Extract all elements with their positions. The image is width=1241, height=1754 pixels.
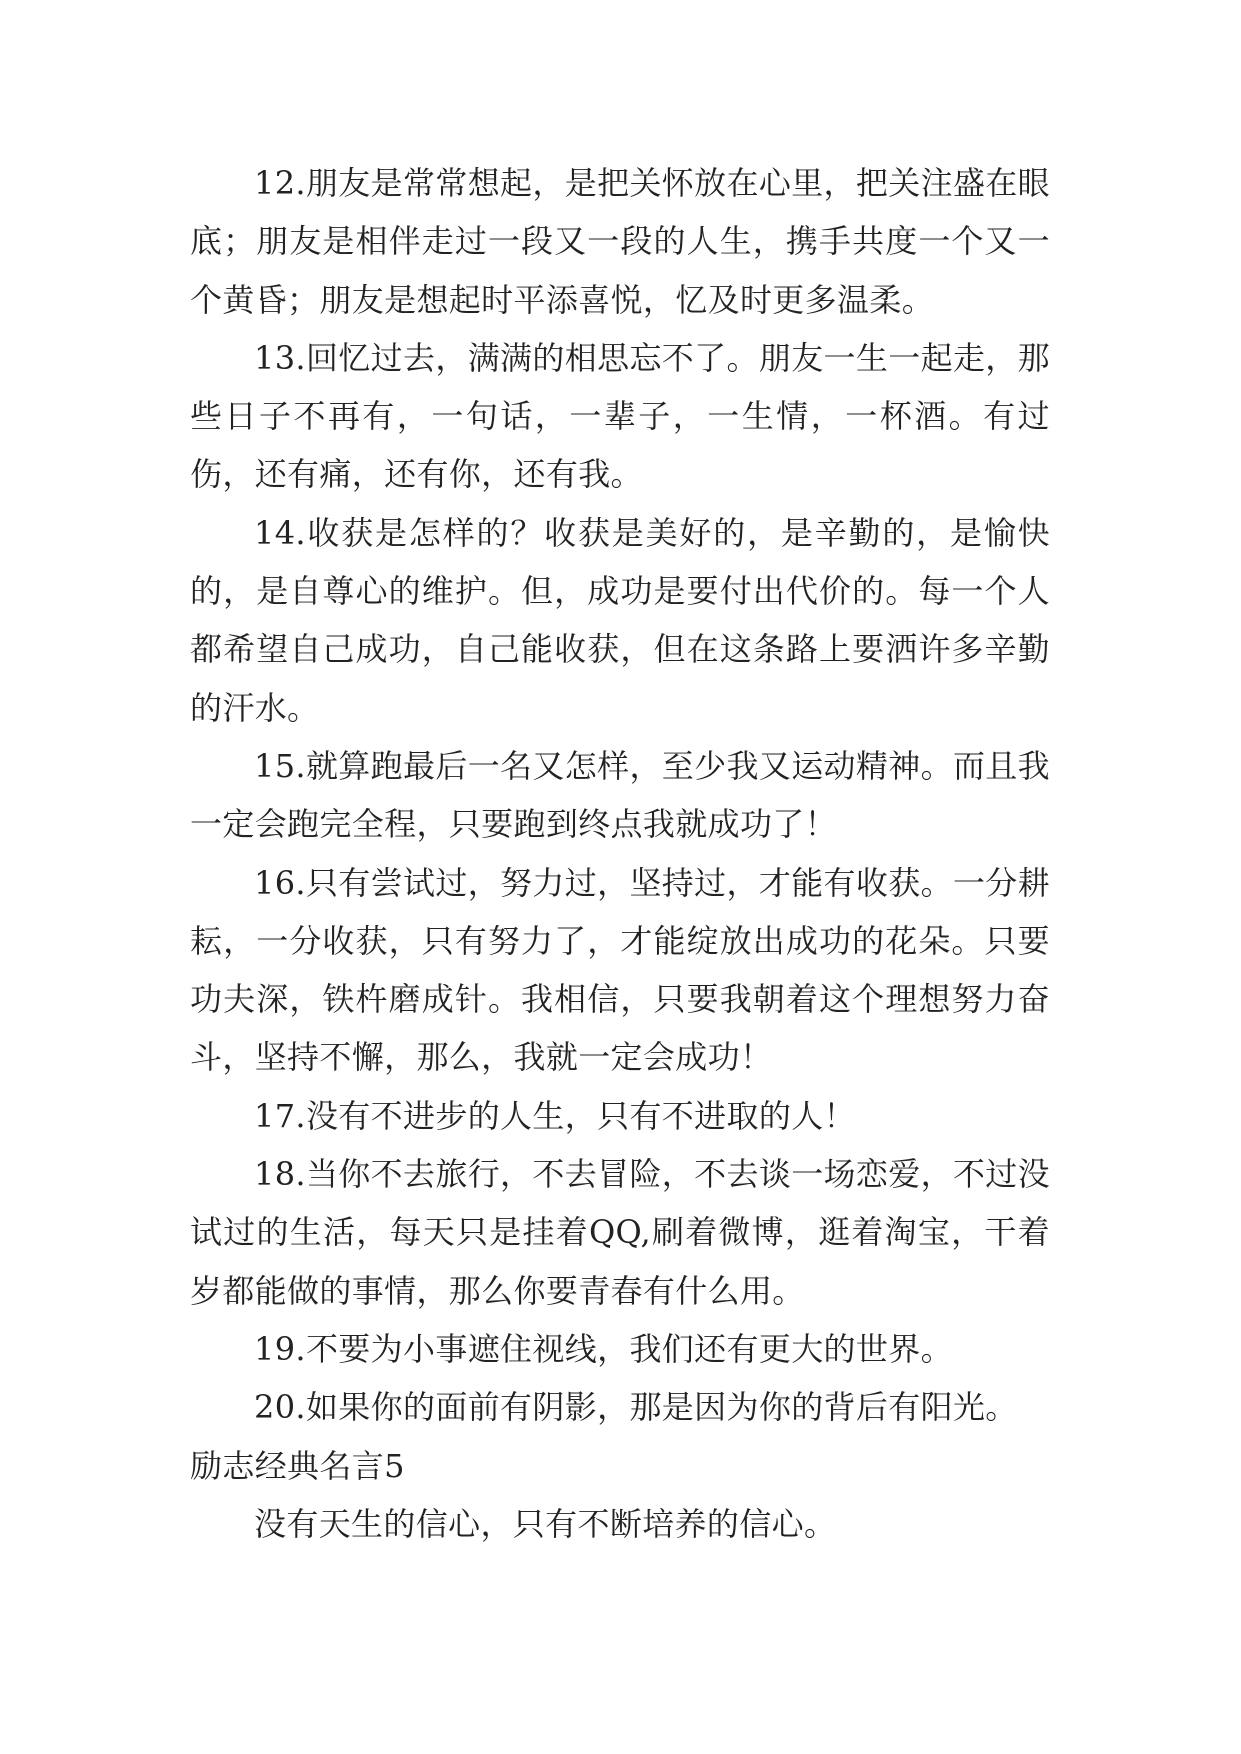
quote-paragraph-13: 13.回忆过去，满满的相思忘不了。朋友一生一起走，那些日子不再有，一句话，一辈子，一生情，一杯酒。有过伤，还有痛，还有你，还有我。 xyxy=(190,338,1050,494)
quote-paragraph-15: 15.就算跑最后一名又怎样，至少我又运动精神。而且我一定会跑完全程，只要跑到终点我就成功了！ xyxy=(190,746,1050,844)
quote-paragraph-19: 19.不要为小事遮住视线，我们还有更大的世界。 xyxy=(254,1329,953,1368)
quote-paragraph-12: 12.朋友是常常想起，是把关怀放在心里，把关注盛在眼底；朋友是相伴走过一段又一段的人生，携手共度一个又一个黄昏；朋友是想起时平添喜悦，忆及时更多温柔。 xyxy=(190,164,1050,319)
section-heading: 励志经典名言5 xyxy=(190,1446,405,1485)
document-body xyxy=(190,154,1050,1553)
quote-paragraph-18: 18.当你不去旅行，不去冒险，不去谈一场恋爱，不过没试过的生活，每天只是挂着QQ,刷着微博，逛着淘宝，干着岁都能做的事情，那么你要青春有什么用。 xyxy=(190,1155,1050,1310)
quote-paragraph-14: 14.收获是怎样的？收获是美好的，是辛勤的，是愉快的，是自尊心的维护。但，成功是要付出代价的。每一个人都希望自己成功，自己能收获，但在这条路上要洒许多辛勤的汗水。 xyxy=(190,513,1050,727)
quote-paragraph-20: 20.如果你的面前有阴影，那是因为你的背后有阳光。 xyxy=(254,1388,1018,1427)
quote-paragraph-16: 16.只有尝试过，努力过，坚持过，才能有收获。一分耕耘，一分收获，只有努力了，才能绽放出成功的花朵。只要功夫深，铁杵磨成针。我相信，只要我朝着这个理想努力奋斗，坚持不懈，那么，我就一定会成功！ xyxy=(190,863,1050,1077)
quote-paragraph-17: 17.没有不进步的人生，只有不进取的人！ xyxy=(254,1096,856,1135)
section-paragraph: 没有天生的信心，只有不断培养的信心。 xyxy=(254,1504,837,1543)
